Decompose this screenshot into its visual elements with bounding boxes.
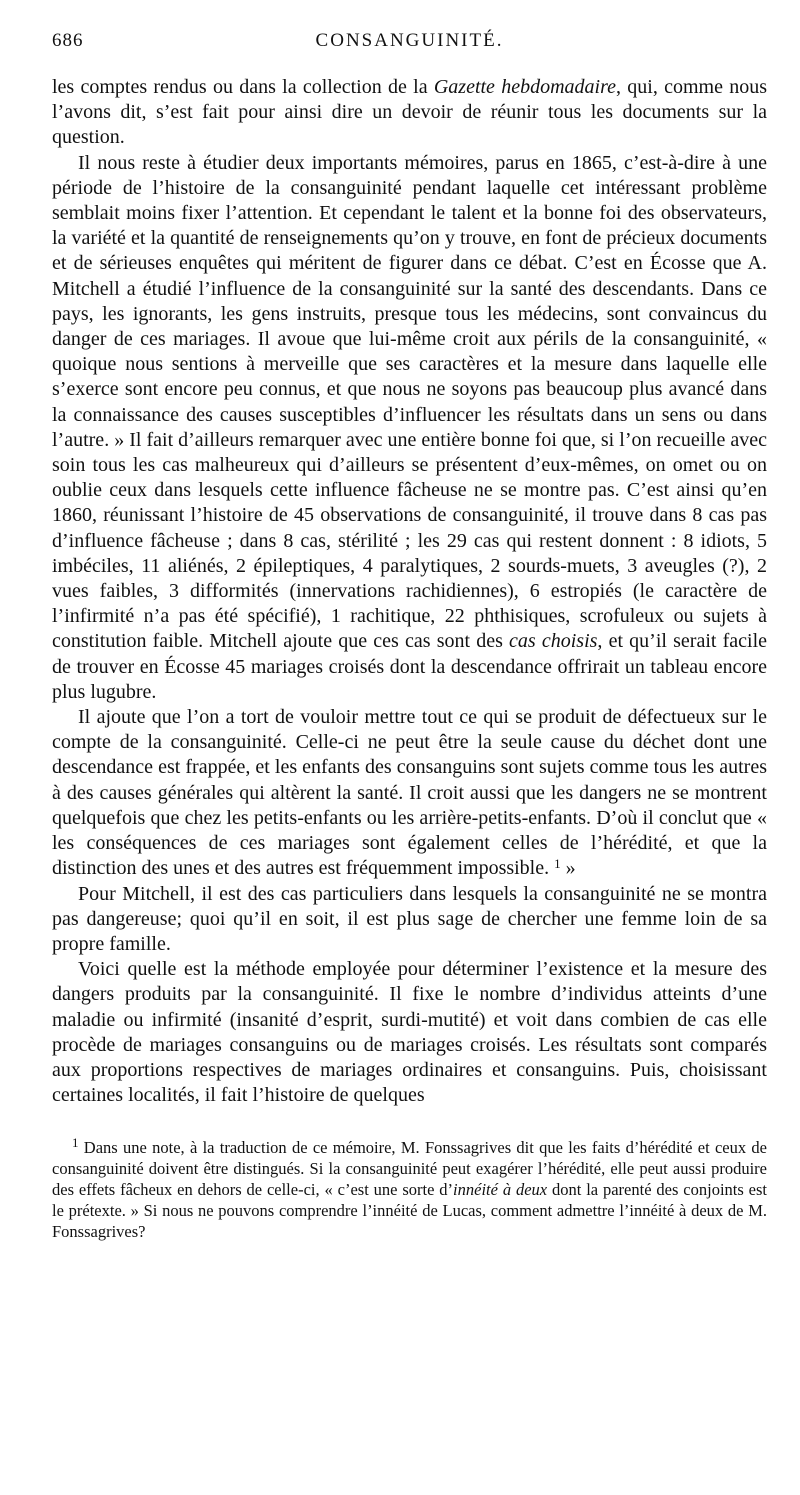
text-run: , et qu’il serait facile de trouver en Écosse 45 mariages croisés dont la descendance offrirait un tableau encore plus lugubre. xyxy=(52,630,767,703)
text-run: , qui, comme nous l’avons dit, s’est fait pour ainsi dire un devoir de réunir tous les documents sur la question. xyxy=(52,76,768,149)
text-run: Dans une note, à la traduction de ce mémoire, M. Fonssagrives dit que les faits d’hérédité et ceux de consanguinité doivent être distingués. Si la consanguinité peut exagérer l’hérédité, elle peut aussi produire des effets fâcheux en dehors de celle-ci, « c’est une sorte d’ xyxy=(52,1138,767,1199)
paragraph xyxy=(52,882,767,958)
text-run: Pour Mitchell, il est des cas particuliers dans lesquels la consanguinité ne se montra pas dangereuse; quoi qu’il en soit, il est plus sage de chercher une femme loin de sa propre famille. xyxy=(52,882,767,955)
text-run: dont la parenté des conjoints est le prétexte. » Si nous ne pouvons comprendre l’innéité de Lucas, comment admettre l’innéité à deux de M. Fonssagrives? xyxy=(52,1179,767,1241)
text-run: Voici quelle est la méthode employée pour déterminer l’existence et la mesure des dangers produits par la consanguinité. Il fixe le nombre d’individus atteints d’une maladie ou infirmité (insanité d’esprit, surdi-mutité) et voit dans combien de cas elle procède de mariages consanguins ou de mariages croisés. Les résultats sont comparés aux proportions respectives de mariages ordinaires et consanguins. Puis, choisissant certaines localités, il fait l’histoire de quelques xyxy=(52,958,767,1107)
text-run: » xyxy=(560,857,576,880)
running-title: CONSANGUINITÉ. xyxy=(315,30,504,51)
footnotes xyxy=(52,1135,767,1242)
paragraph xyxy=(52,957,767,1108)
italic-text: Gazette hebdomadaire xyxy=(433,76,616,98)
body-text xyxy=(52,75,767,1108)
paragraph xyxy=(52,705,767,881)
footnote xyxy=(52,1135,767,1242)
paragraph xyxy=(52,75,767,151)
running-head xyxy=(52,30,767,60)
italic-text: innéité à deux xyxy=(453,1179,548,1199)
footnote-marker: 1 xyxy=(72,1135,79,1151)
text-run: les comptes rendus ou dans la collection de la xyxy=(52,76,434,98)
page-number: 686 xyxy=(52,30,84,51)
footnote-marker: 1 xyxy=(554,856,561,872)
text-run: Il ajoute que l’on a tort de vouloir mettre tout ce qui se produit de défectueux sur le compte de la consanguinité. Celle-ci ne peut être la seule cause du déchet dont une descendance est frappée, et les enfants des consanguins sont sujets comme tous les autres à des causes générales qui altèrent la santé. Il croit aussi que les dangers ne se montrent quelquefois que chez les petits-enfants ou les arrière-petits-enfants. D’où il conclut que « les conséquences de ces mariages sont également celles de l’hérédité, et que la distinction des unes et des autres est fréquemment impossible. xyxy=(52,706,767,880)
text-run: Il nous reste à étudier deux importants mémoires, parus en 1865, c’est-à-dire à une période de l’histoire de la consanguinité pendant laquelle cet intéressant problème semblait moins fixer l’attention. Et cependant le talent et la bonne foi des observateurs, la variété et la quantité de renseignements qu’on y trouve, en font de précieux documents et de sérieuses enquêtes qui méritent de figurer dans ce débat. C’est en Écosse que A. Mitchell a étudié l’influence de la consanguinité sur la santé des descendants. Dans ce pays, les ignorants, les gens instruits, presque tous les médecins, sont convaincus du danger de ces mariages. Il avoue que lui-même croit aux périls de la consanguinité, « quoique nous sentions à merveille que ses caractères et la mesure dans laquelle elle s’exerce sont encore peu connus, et que nous ne soyons pas beaucoup plus avancé dans la connaissance des causes susceptibles d’influencer les résultats dans un sens ou dans l’autre. » Il fait d’ailleurs remarquer avec une entière bonne foi que, si l’on recueille avec soin tous les cas malheureux qui d’ailleurs se présentent d’eux-mêmes, on omet ou on oublie ceux dans lesquels cette influence fâcheuse ne se montre pas. C’est ainsi qu’en 1860, réunissant l’histoire de 45 observations de consanguinité, il trouve dans 8 cas pas d’influence fâcheuse ; dans 8 cas, stérilité ; les 29 cas qui restent donnent : 8 idiots, 5 imbéciles, 11 aliénés, 2 épileptiques, 4 paralytiques, 2 sourds-muets, 3 aveugles (?), 2 vues faibles, 3 difformités (innervations rachidiennes), 6 estropiés (le caractère de l’infirmité n’a pas été spécifié), 1 rachitique, 22 phthisiques, scrofuleux ou sujets à constitution faible. Mitchell ajoute que ces cas sont des xyxy=(52,151,767,653)
paragraph xyxy=(52,151,767,705)
italic-text: cas choisis xyxy=(509,630,598,653)
page xyxy=(52,30,767,1242)
